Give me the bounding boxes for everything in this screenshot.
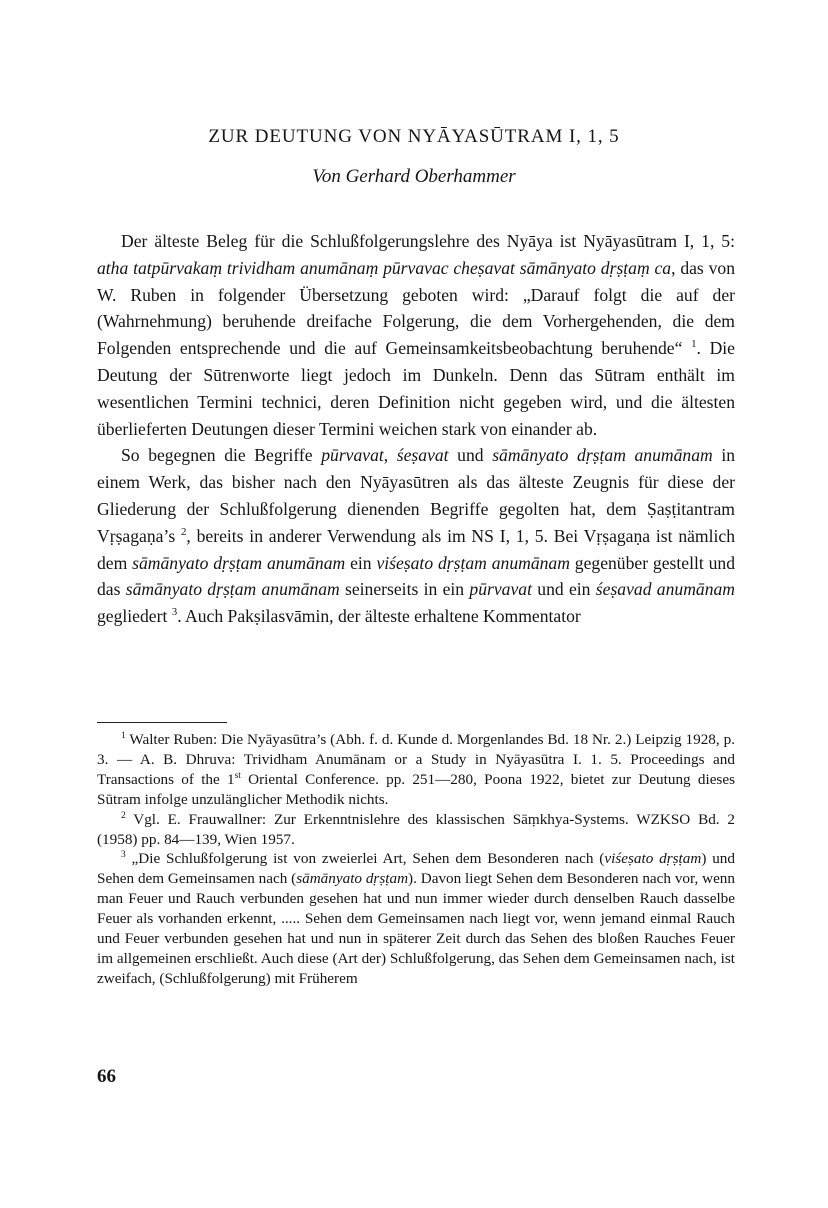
italic-term: sāmānyato dṛṣṭam anumānam bbox=[132, 552, 346, 573]
text-run: , bereits in anderer Verwendung als im NS I, 1, 5. Bei Vṛṣagaṇa ist nämlich dem bbox=[97, 525, 735, 573]
footnote-3 bbox=[97, 849, 735, 988]
italic-term: śeṣavad anumānam bbox=[595, 579, 736, 600]
footnote-2 bbox=[97, 810, 735, 850]
note-marker: 3 bbox=[121, 850, 126, 861]
text-run: Der älteste Beleg für die Schlußfolgerungslehre des Nyāya ist Nyāyasūtram I, 1, 5: bbox=[121, 231, 735, 251]
italic-term: viśeṣato dṛṣṭam bbox=[604, 850, 702, 868]
italic-term: viśeṣato dṛṣṭam anumānam bbox=[376, 552, 570, 573]
footnote-1 bbox=[97, 730, 735, 810]
text-run: und bbox=[448, 445, 493, 466]
italic-term: sāmānyato dṛṣṭam anumānam bbox=[125, 579, 340, 600]
paragraph-1 bbox=[97, 228, 735, 442]
text-run: So begegnen die Begriffe bbox=[121, 445, 322, 466]
text-run: Oriental Conference. pp. 251—280, Poona 1922, bietet zur Deutung dieses Sūtram infolge unzulänglicher Methodik nichts. bbox=[97, 770, 735, 808]
italic-term: sāmānyato dṛṣṭam bbox=[296, 870, 409, 888]
italic-term: pūrvavat bbox=[469, 579, 532, 600]
footnotes bbox=[97, 730, 735, 989]
article-title: ZUR DEUTUNG VON NYĀYASŪTRAM I, 1, 5 bbox=[208, 126, 620, 147]
note-marker: 1 bbox=[691, 338, 697, 351]
text-run: , das von W. Ruben in folgender Übersetzung geboten wird: „Darauf folgt die auf der (Wahrnehmung) beruhende dreifache Folgerung, die dem Vorhergehenden, die dem Folgenden entsprechende und die auf Gemeinsamkeitsbeobachtung beruhende“ bbox=[97, 257, 735, 359]
text-run: gegliedert bbox=[97, 606, 172, 627]
body-text bbox=[97, 228, 735, 630]
author-line: Von Gerhard Oberhammer bbox=[312, 166, 516, 187]
text-run: , bbox=[383, 445, 397, 466]
text-run: „Die Schlußfolgerung ist von zweierlei Art, Sehen dem Besonderen nach ( bbox=[125, 850, 605, 868]
text-run: ein bbox=[345, 552, 377, 573]
text-run: . Auch Pakṣilasvāmin, der älteste erhaltene Kommentator bbox=[177, 606, 581, 627]
text-run: und ein bbox=[531, 579, 596, 600]
page-number: 66 bbox=[97, 1066, 116, 1087]
note-marker: 3 bbox=[171, 606, 178, 619]
paragraph-2 bbox=[97, 442, 735, 630]
text-run: seinerseits in ein bbox=[339, 579, 470, 600]
note-marker: 1 bbox=[121, 730, 126, 741]
text-run: gegenüber gestellt und das bbox=[97, 552, 735, 600]
text-run: ). Davon liegt Sehen dem Besonderen nach vor, wenn man Feuer und Rauch verbunden gesehen hat und nun immer wieder durch denselben Rauch dasselbe Feuer als vorhanden erkennt, ..... Sehen dem Gemeinsamen nach liegt vor, wenn jemand einmal Rauch und Feuer verbunden gesehen hat und nun in späterer Zeit durch das Sehen des bloßen Rauches Feuer im allgemeinen erschließt. Auch diese (Art der) Schlußfolgerung, das Sehen dem Gemeinsamen nach, ist zweifach, (Schlußfolgerung) mit Früherem bbox=[97, 870, 735, 987]
italic-term: pūrvavat bbox=[321, 445, 384, 466]
note-marker: 2 bbox=[121, 810, 126, 821]
italic-term: śeṣavat bbox=[396, 445, 449, 466]
note-marker: 2 bbox=[180, 525, 187, 538]
footnote-separator bbox=[97, 722, 227, 723]
text-run: Walter Ruben: Die Nyāyasūtra’s (Abh. f. d. Kunde d. Morgenlandes Bd. 18 Nr. 2.) Leipzig 1928, p. 3. — A. B. Dhruva: Trividham Anumānam or a Study in Nyāyasūtra I. 1. 5. Proceedings and Transactions of the 1 bbox=[97, 731, 735, 788]
text-run: Vgl. E. Frauwallner: Zur Erkenntnislehre des klassischen Sāṃkhya-Systems. WZKSO Bd. 2 (1958) pp. 84—139, Wien 1957. bbox=[97, 810, 735, 848]
text-run: ) und Sehen dem Gemeinsamen nach ( bbox=[97, 850, 735, 888]
italic-term: sāmānyato dṛṣṭam anumānam bbox=[492, 445, 713, 466]
text-run: . Die Deutung der Sūtrenworte liegt jedoch im Dunkeln. Denn das Sūtram enthält im wesentlichen Termini technici, deren Definition nicht gegeben wird, und die ältesten überlieferten Deutungen dieser Termini weichen stark von einander ab. bbox=[97, 338, 735, 439]
note-marker: st bbox=[234, 770, 241, 781]
italic-term: atha tatpūrvakaṃ trividham anumānaṃ pūrvavac cheṣavat sāmānyato dṛṣṭaṃ ca bbox=[97, 257, 672, 278]
text-run: in einem Werk, das bisher nach den Nyāyasūtren als das älteste Zeugnis für diese der Gliederung der Schlußfolgerung dienenden Begriffe gegolten hat, dem Ṣaṣṭitantram Vṛṣagaṇa’s bbox=[97, 445, 736, 546]
